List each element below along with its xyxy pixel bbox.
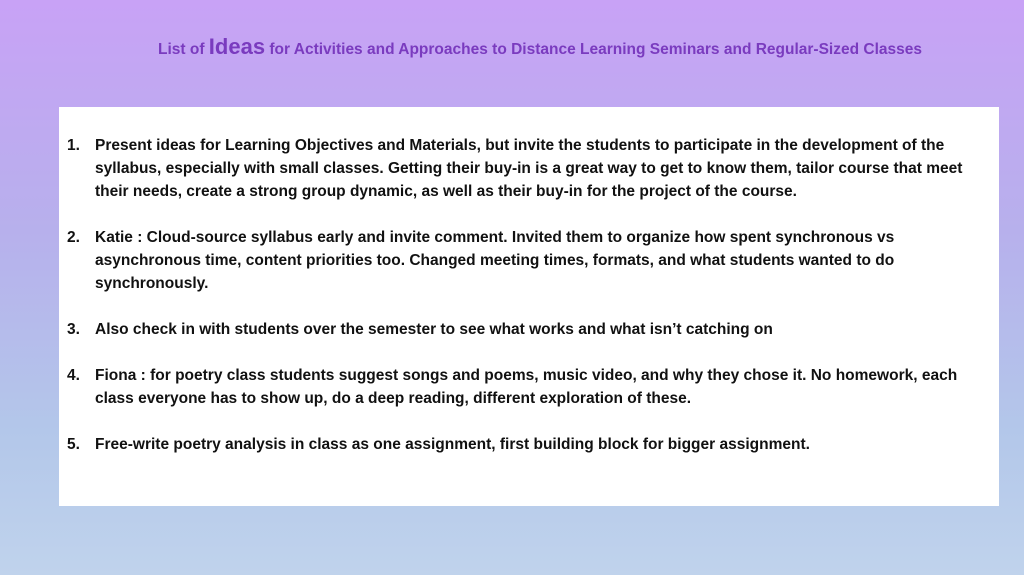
title-emphasis: Ideas: [208, 34, 266, 59]
content-box: [59, 107, 999, 506]
list-item-number: 2.: [67, 229, 80, 246]
list-item-number: 4.: [67, 367, 80, 384]
list-item-text: Free-write poetry analysis in class as one assignment, first building block for bigger assignment.: [95, 436, 810, 453]
list-item: [67, 433, 995, 456]
list-item-number: 3.: [67, 321, 80, 338]
title-prefix: List of: [157, 41, 209, 58]
list-item-number: 5.: [67, 436, 80, 453]
list-item-text: Katie : Cloud-source syllabus early and invite comment. Invited them to organize how spent synchronous vs asynchronous time, content priorities too. Changed meeting times, formats, and what students wanted to do synchronously.: [95, 229, 895, 292]
list-item: [67, 226, 995, 295]
list-item-text: Present ideas for Learning Objectives and Materials, but invite the students to participate in the development of the syllabus, especially with small classes. Getting their buy-in is a great way to get to know them, tailor course that meet their needs, create a strong group dynamic, as well as their buy-in for the project of the course.: [95, 137, 963, 200]
list-item: [67, 318, 995, 341]
idea-list: [67, 134, 995, 479]
title-suffix: for Activities and Approaches to Distance Learning Seminars and Regular-Sized Classes: [265, 41, 922, 58]
list-item-text: Also check in with students over the semester to see what works and what isn’t catching on: [95, 321, 773, 338]
list-item: [67, 134, 995, 203]
list-item-number: 1.: [67, 137, 80, 154]
list-item: [67, 364, 995, 410]
list-item-text: Fiona : for poetry class students suggest songs and poems, music video, and why they chose it. No homework, each class everyone has to show up, do a deep reading, different exploration of these.: [95, 367, 958, 407]
slide-title: [0, 34, 1024, 60]
